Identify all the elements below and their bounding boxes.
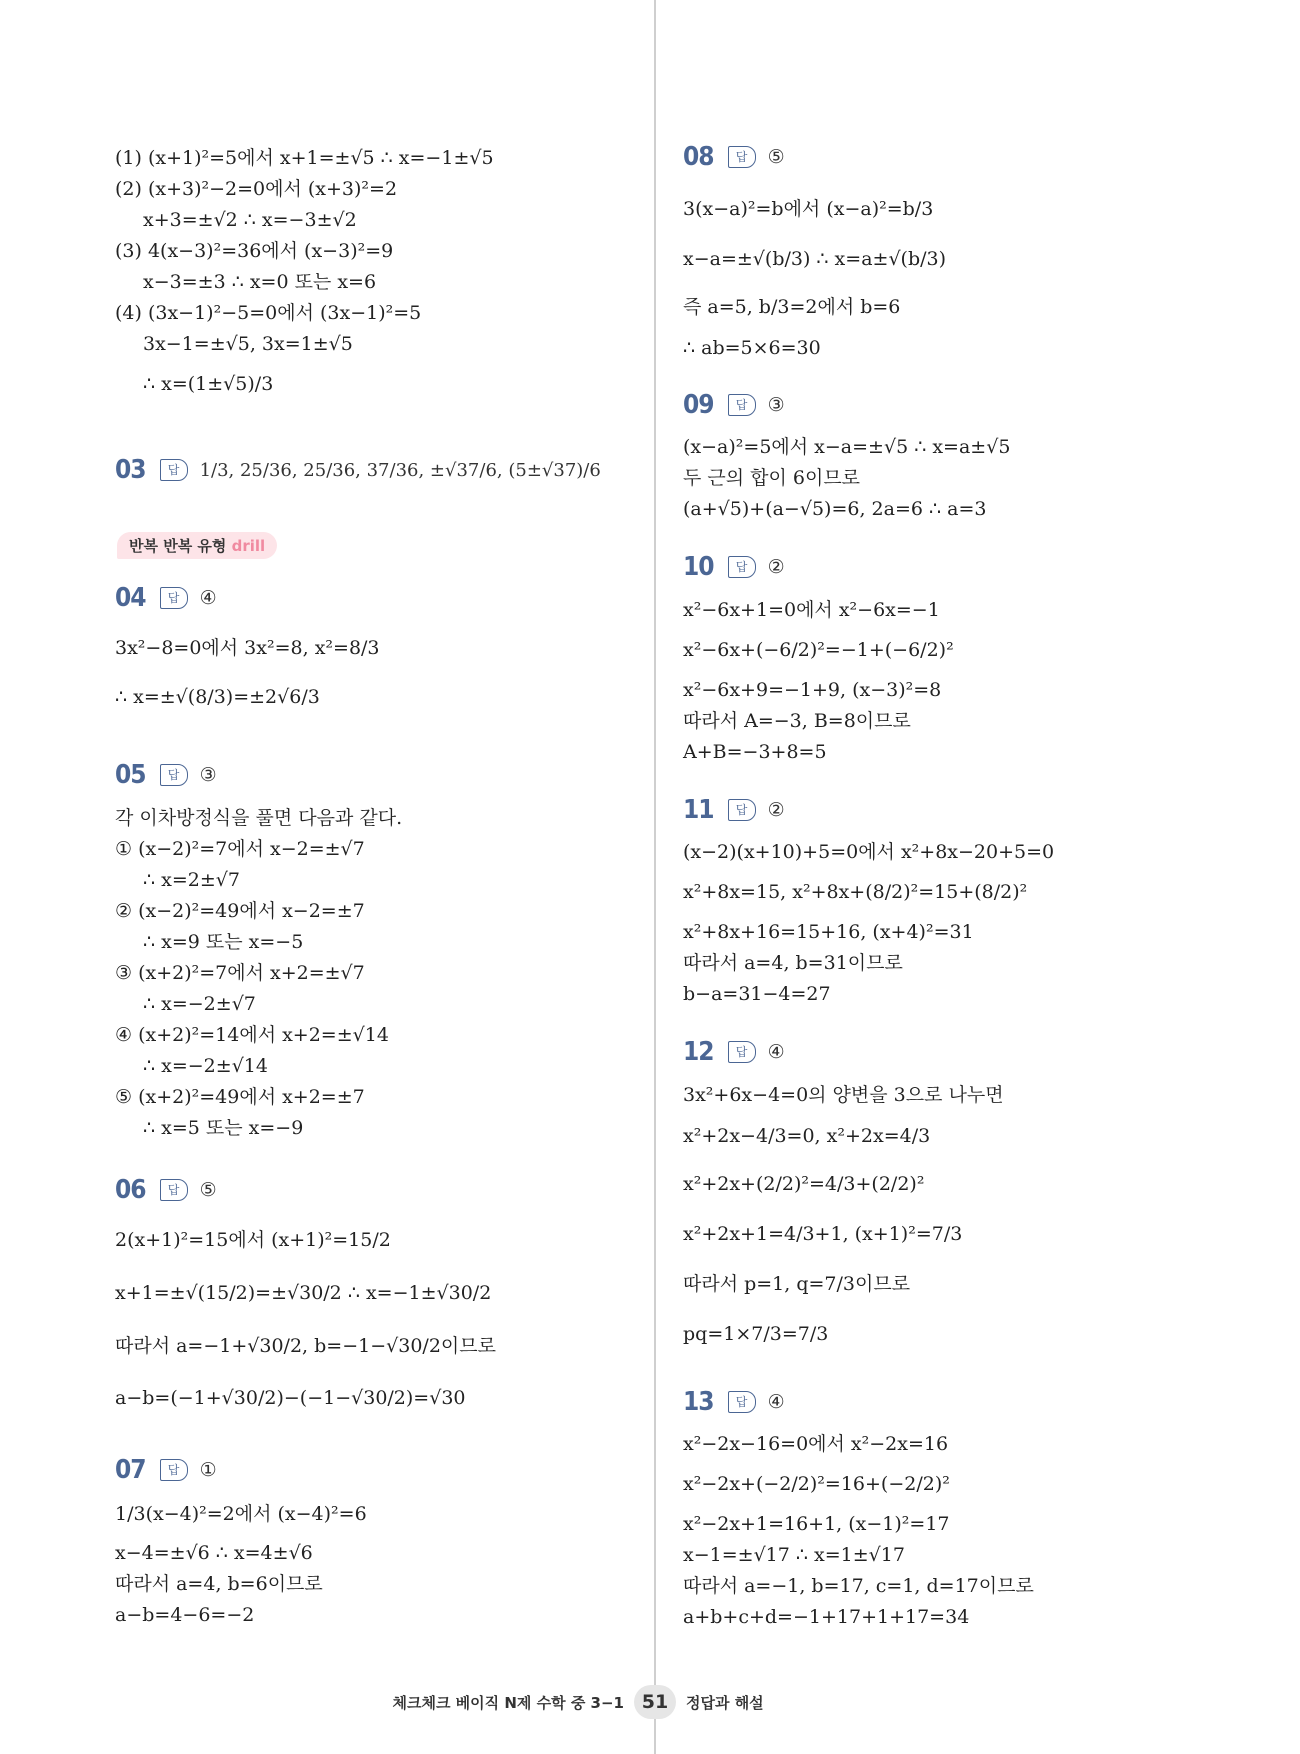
answer-tag-icon: 답 [728, 1391, 756, 1413]
solution-line: 2(x+1)²=15에서 (x+1)²=15/2 [115, 1229, 391, 1251]
answer-value: ② [767, 799, 785, 821]
solution-line: ∴ x=±√(8/3)=±2√6/3 [115, 686, 320, 708]
solution-line: A+B=−3+8=5 [683, 741, 827, 763]
solution-line: pq=1×7/3=7/3 [683, 1323, 829, 1345]
solution-line: b−a=31−4=27 [683, 983, 831, 1005]
solution-line: x²−6x+9=−1+9, (x−3)²=8 [683, 679, 942, 701]
question-number: 04 [115, 583, 146, 613]
question-number: 13 [683, 1387, 714, 1417]
solution-line: ∴ x=−2±√14 [143, 1055, 268, 1077]
solution-line: 3x²−8=0에서 3x²=8, x²=8/3 [115, 637, 380, 659]
answer-value: ② [767, 556, 785, 578]
solution-line: x²+2x−4/3=0, x²+2x=4/3 [683, 1125, 931, 1147]
answer-tag-icon: 답 [728, 799, 756, 821]
solution-line: (3) 4(x−3)²=36에서 (x−3)²=9 [115, 240, 394, 262]
solution-line: a+b+c+d=−1+17+1+17=34 [683, 1606, 970, 1628]
solution-line: (x−a)²=5에서 x−a=±√5 ∴ x=a±√5 [683, 436, 1011, 458]
solution-line: a−b=4−6=−2 [115, 1604, 255, 1626]
answer-tag-icon: 답 [160, 1179, 188, 1201]
solution-line: 3(x−a)²=b에서 (x−a)²=b/3 [683, 198, 934, 220]
question-header-13 [683, 1387, 785, 1417]
solution-line: ∴ x=9 또는 x=−5 [143, 931, 304, 953]
solution-line: 따라서 p=1, q=7/3이므로 [683, 1273, 911, 1295]
answer-value: ① [199, 1459, 217, 1481]
solution-line: ⑤ (x+2)²=49에서 x+2=±7 [115, 1086, 365, 1108]
answer-value: ③ [199, 764, 217, 786]
answer-tag-icon: 답 [728, 146, 756, 168]
question-header-07 [115, 1455, 217, 1485]
answer-value: ④ [199, 587, 217, 609]
solution-line: (2) (x+3)²−2=0에서 (x+3)²=2 [115, 178, 398, 200]
solution-line: x²+2x+(2/2)²=4/3+(2/2)² [683, 1173, 925, 1195]
solution-line: ③ (x+2)²=7에서 x+2=±√7 [115, 962, 365, 984]
solution-line: 3x²+6x−4=0의 양변을 3으로 나누면 [683, 1084, 1004, 1106]
solution-line: x+3=±√2 ∴ x=−3±√2 [143, 209, 357, 231]
solution-line: x²+8x+16=15+16, (x+4)²=31 [683, 921, 974, 943]
solution-line: 따라서 a=4, b=31이므로 [683, 952, 903, 974]
solution-line: (1) (x+1)²=5에서 x+1=±√5 ∴ x=−1±√5 [115, 147, 494, 169]
page-footer [0, 1685, 1300, 1719]
solution-line: ② (x−2)²=49에서 x−2=±7 [115, 900, 365, 922]
solution-line: ∴ x=−2±√7 [143, 993, 256, 1015]
question-number: 05 [115, 760, 146, 790]
question-number: 07 [115, 1455, 146, 1485]
solution-line: 두 근의 합이 6이므로 [683, 467, 861, 489]
question-header-09 [683, 390, 785, 420]
solution-line: x²+8x=15, x²+8x+(8/2)²=15+(8/2)² [683, 881, 1028, 903]
solution-line: 즉 a=5, b/3=2에서 b=6 [683, 296, 901, 318]
solution-line: x²−6x+1=0에서 x²−6x=−1 [683, 599, 940, 621]
solution-line: x²−2x+(−2/2)²=16+(−2/2)² [683, 1473, 950, 1495]
answer-value: 1/3, 25/36, 25/36, 37/36, ±√37/6, (5±√37)/6 [199, 459, 601, 481]
solution-line: ① (x−2)²=7에서 x−2=±√7 [115, 838, 365, 860]
solution-line: (4) (3x−1)²−5=0에서 (3x−1)²=5 [115, 302, 422, 324]
question-number: 12 [683, 1037, 714, 1067]
question-number: 11 [683, 795, 714, 825]
solution-line: ∴ x=5 또는 x=−9 [143, 1117, 304, 1139]
solution-line: x+1=±√(15/2)=±√30/2 ∴ x=−1±√30/2 [115, 1282, 492, 1304]
drill-badge [117, 532, 277, 559]
answer-tag-icon: 답 [160, 587, 188, 609]
page-number-badge: 51 [634, 1685, 676, 1719]
question-header-04 [115, 583, 217, 613]
solution-line: 따라서 a=−1, b=17, c=1, d=17이므로 [683, 1575, 1034, 1597]
book-title: 체크체크 베이직 N제 수학 중 3−1 [392, 1694, 624, 1712]
solution-line: 3x−1=±√5, 3x=1±√5 [143, 333, 353, 355]
answer-tag-icon: 답 [160, 764, 188, 786]
question-header-11 [683, 795, 785, 825]
solution-line: ④ (x+2)²=14에서 x+2=±√14 [115, 1024, 389, 1046]
solution-line: 따라서 A=−3, B=8이므로 [683, 710, 911, 732]
question-header-03 [115, 455, 601, 485]
answer-value: ④ [767, 1391, 785, 1413]
question-number: 06 [115, 1175, 146, 1205]
solution-line: x−a=±√(b/3) ∴ x=a±√(b/3) [683, 248, 947, 270]
question-header-05 [115, 760, 217, 790]
answer-tag-icon: 답 [728, 556, 756, 578]
answer-value: ③ [767, 394, 785, 416]
answer-tag-icon: 답 [160, 459, 188, 481]
column-divider [654, 0, 656, 1754]
question-header-10 [683, 552, 785, 582]
solution-line: x−1=±√17 ∴ x=1±√17 [683, 1544, 905, 1566]
solution-line: ∴ x=2±√7 [143, 869, 240, 891]
solution-line: (a+√5)+(a−√5)=6, 2a=6 ∴ a=3 [683, 498, 987, 520]
solution-line: 따라서 a=−1+√30/2, b=−1−√30/2이므로 [115, 1335, 496, 1357]
question-header-08 [683, 142, 785, 172]
solution-line: x−4=±√6 ∴ x=4±√6 [115, 1542, 313, 1564]
answer-tag-icon: 답 [160, 1459, 188, 1481]
solution-line: x²+2x+1=4/3+1, (x+1)²=7/3 [683, 1223, 963, 1245]
drill-badge-accent: drill [231, 537, 266, 555]
question-number: 08 [683, 142, 714, 172]
question-number: 10 [683, 552, 714, 582]
section-title: 정답과 해설 [686, 1694, 764, 1712]
question-number: 03 [115, 455, 146, 485]
answer-value: ⑤ [767, 146, 785, 168]
question-number: 09 [683, 390, 714, 420]
solution-line: x²−2x−16=0에서 x²−2x=16 [683, 1433, 949, 1455]
solution-line: 1/3(x−4)²=2에서 (x−4)²=6 [115, 1503, 367, 1525]
solution-line: a−b=(−1+√30/2)−(−1−√30/2)=√30 [115, 1387, 466, 1409]
question-header-06 [115, 1175, 217, 1205]
answer-tag-icon: 답 [728, 394, 756, 416]
solution-line: 각 이차방정식을 풀면 다음과 같다. [115, 807, 403, 829]
solution-line: ∴ ab=5×6=30 [683, 337, 821, 359]
solution-line: x²−2x+1=16+1, (x−1)²=17 [683, 1513, 950, 1535]
answer-value: ④ [767, 1041, 785, 1063]
solution-line: (x−2)(x+10)+5=0에서 x²+8x−20+5=0 [683, 841, 1055, 863]
answer-tag-icon: 답 [728, 1041, 756, 1063]
question-header-12 [683, 1037, 785, 1067]
solution-line: ∴ x=(1±√5)/3 [143, 373, 274, 395]
drill-badge-label: 반복 반복 유형 [129, 537, 227, 555]
answer-value: ⑤ [199, 1179, 217, 1201]
solution-line: x²−6x+(−6/2)²=−1+(−6/2)² [683, 639, 954, 661]
solution-line: x−3=±3 ∴ x=0 또는 x=6 [143, 271, 377, 293]
solution-line: 따라서 a=4, b=6이므로 [115, 1573, 323, 1595]
